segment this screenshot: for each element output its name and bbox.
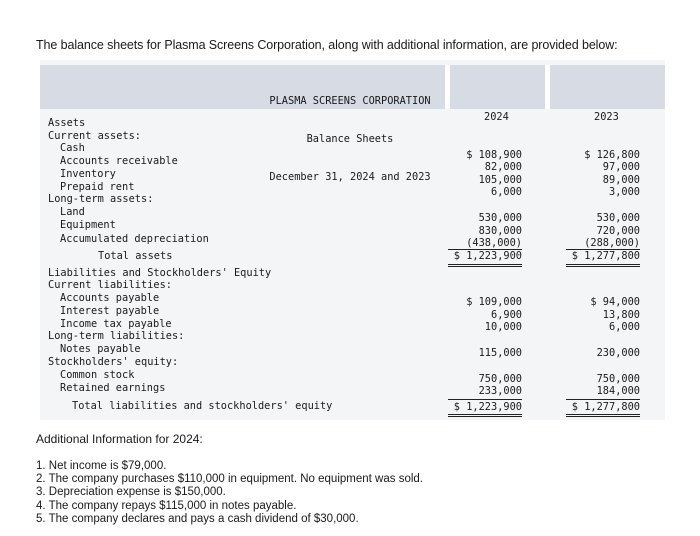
total-liabilities-equity-label: Total liabilities and stockholders' equity — [72, 400, 333, 412]
column-divider — [545, 65, 550, 109]
accumulated-depreciation-2023: (288,000) — [584, 237, 640, 249]
sheet-heading — [250, 70, 450, 209]
additional-info-heading: Additional Information for 2024: — [36, 432, 203, 446]
list-item: 1. Net income is $79,000. — [36, 460, 167, 472]
total-double-rule-2023 — [566, 264, 640, 267]
accumulated-depreciation-label: Accumulated depreciation — [60, 233, 209, 245]
equipment-2023: 720,000 — [596, 225, 640, 237]
inventory-2023: 89,000 — [602, 174, 640, 186]
prepaid-rent-label: Prepaid rent — [60, 181, 135, 193]
retained-earnings-2024: 233,000 — [478, 385, 522, 397]
liabilities-equity-heading: Liabilities and Stockholders' Equity — [48, 267, 272, 279]
land-label: Land — [60, 206, 85, 218]
accounts-receivable-2024: 82,000 — [484, 161, 522, 173]
list-item: 3. Depreciation expense is $150,000. — [36, 486, 226, 499]
company-name: PLASMA SCREENS CORPORATION — [269, 95, 431, 108]
total-assets-label: Total assets — [98, 250, 173, 262]
retained-earnings-label: Retained earnings — [60, 382, 166, 394]
total-double-rule-2024 — [448, 414, 522, 417]
current-assets-heading: Current assets: — [48, 130, 141, 142]
notes-payable-2024: 115,000 — [478, 347, 522, 359]
income-tax-payable-2024: 10,000 — [484, 321, 522, 333]
sheet-title: Balance Sheets — [306, 132, 394, 145]
sheet-date: December 31, 2024 and 2023 — [269, 170, 431, 183]
cash-label: Cash — [60, 142, 85, 154]
additional-info-list — [36, 460, 423, 526]
total-assets-2024: $ 1,223,900 — [453, 250, 522, 262]
interest-payable-2023: 13,800 — [602, 309, 640, 321]
cash-2023: $ 126,800 — [584, 149, 640, 161]
list-item: 4. The company repays $115,000 in notes payable. — [36, 499, 297, 512]
notes-payable-label: Notes payable — [60, 343, 141, 355]
stockholders-equity-heading: Stockholders' equity: — [48, 356, 179, 368]
accumulated-depreciation-2024: (438,000) — [466, 237, 522, 249]
notes-payable-2023: 230,000 — [596, 347, 640, 359]
inventory-label: Inventory — [60, 168, 116, 180]
long-term-liabilities-heading: Long-term liabilities: — [48, 330, 185, 342]
equipment-2024: 830,000 — [478, 225, 522, 237]
accounts-receivable-label: Accounts receivable — [60, 155, 178, 167]
balance-sheet-table — [40, 60, 665, 420]
inventory-2024: 105,000 — [478, 174, 522, 186]
interest-payable-label: Interest payable — [60, 305, 160, 317]
current-liabilities-heading: Current liabilities: — [48, 279, 172, 291]
subtotal-rule-2023 — [566, 399, 640, 400]
equipment-label: Equipment — [60, 219, 116, 231]
long-term-assets-heading: Long-term assets: — [48, 193, 154, 205]
interest-payable-2024: 6,900 — [491, 309, 522, 321]
accounts-payable-2023: $ 94,000 — [590, 296, 640, 308]
subtotal-rule-2023 — [566, 249, 640, 250]
total-double-rule-2023 — [566, 414, 640, 417]
list-item: 2. The company purchases $110,000 in equipment. No equipment was sold. — [36, 473, 423, 486]
common-stock-2024: 750,000 — [478, 373, 522, 385]
total-double-rule-2024 — [448, 264, 522, 267]
assets-heading: Assets — [48, 117, 86, 129]
prepaid-rent-2024: 6,000 — [491, 186, 522, 198]
common-stock-label: Common stock — [60, 369, 135, 381]
accounts-payable-2024: $ 109,000 — [466, 296, 522, 308]
retained-earnings-2023: 184,000 — [596, 385, 640, 397]
income-tax-payable-label: Income tax payable — [60, 318, 172, 330]
year-2023-header: 2023 — [594, 111, 619, 123]
list-item: 5. The company declares and pays a cash dividend of $30,000. — [36, 512, 359, 525]
subtotal-rule-2024 — [448, 249, 522, 250]
total-assets-2023: $ 1,277,800 — [571, 250, 640, 262]
income-tax-payable-2023: 6,000 — [609, 321, 640, 333]
total-liabilities-equity-2023: $ 1,277,800 — [571, 401, 640, 413]
accounts-receivable-2023: 97,000 — [602, 161, 640, 173]
total-liabilities-equity-2024: $ 1,223,900 — [453, 401, 522, 413]
land-2023: 530,000 — [596, 212, 640, 224]
accounts-payable-label: Accounts payable — [60, 292, 160, 304]
intro-text: The balance sheets for Plasma Screens Corporation, along with additional information, are provided below: — [36, 38, 618, 52]
land-2024: 530,000 — [478, 212, 522, 224]
subtotal-rule-2024 — [448, 399, 522, 400]
common-stock-2023: 750,000 — [596, 373, 640, 385]
year-2024-header: 2024 — [484, 111, 509, 123]
cash-2024: $ 108,900 — [466, 149, 522, 161]
prepaid-rent-2023: 3,000 — [609, 186, 640, 198]
